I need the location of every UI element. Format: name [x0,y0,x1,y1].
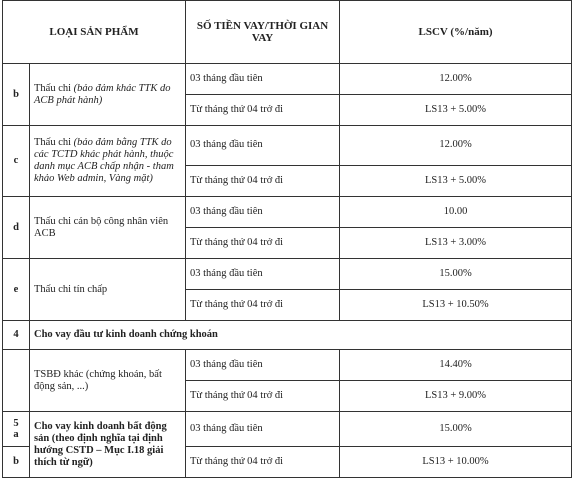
table-row [3,412,572,447]
rate-cell: LS13 + 3.00% [340,228,572,259]
term-cell: Từ tháng thứ 04 trở đi [186,381,340,412]
section-index: 4 [3,321,30,350]
table-row [3,350,572,381]
rate-cell: 14.40% [340,350,572,381]
product-cell: Thấu chi cán bộ công nhân viên ACB [30,197,186,259]
interest-rate-table [2,0,572,478]
header-term: SỐ TIỀN VAY/THỜI GIAN VAY [186,1,340,64]
term-cell: 03 tháng đầu tiên [186,350,340,381]
product-name: Thấu chi [34,137,72,148]
product-cell: Thấu chi tín chấp [30,259,186,321]
rate-cell: LS13 + 10.50% [340,290,572,321]
term-cell: 03 tháng đầu tiên [186,412,340,447]
row-index: d [3,197,30,259]
term-cell: 03 tháng đầu tiên [186,64,340,95]
term-cell: Từ tháng thứ 04 trở đi [186,95,340,126]
term-cell: Từ tháng thứ 04 trở đi [186,228,340,259]
rate-cell: LS13 + 5.00% [340,165,572,196]
row-index: b [3,64,30,126]
header-product: LOẠI SẢN PHẨM [3,1,186,64]
rate-cell: 15.00% [340,412,572,447]
term-cell: 03 tháng đầu tiên [186,126,340,166]
product-cell: Cho vay kinh doanh bất động sản (theo định nghĩa tại định hướng CSTD – Mục I.18 giải thích từ ngữ) [30,412,186,478]
table-row [3,259,572,290]
rate-cell: 12.00% [340,64,572,95]
product-name: Thấu chi [34,82,72,94]
rate-cell: 15.00% [340,259,572,290]
rate-cell: 12.00% [340,126,572,166]
row-index: e [3,259,30,321]
row-index: c [3,126,30,197]
rate-cell: 10.00 [340,197,572,228]
product-note: (bảo đảm bằng TTK do các TCTD khác phát hành, thuộc danh mục ACB chấp nhận - tham khảo Web admin, Vàng mặt) [34,137,174,184]
row-index: b [3,447,30,478]
term-cell: 03 tháng đầu tiên [186,259,340,290]
term-cell: Từ tháng thứ 04 trở đi [186,447,340,478]
product-note: (bảo đảm khác TTK do ACB phát hành) [34,82,171,106]
product-cell [30,126,186,197]
section-title: Cho vay đầu tư kinh doanh chứng khoán [30,321,572,350]
product-cell [30,64,186,126]
row-index-letter: a [13,429,19,440]
table-row [3,126,572,166]
term-cell: Từ tháng thứ 04 trở đi [186,165,340,196]
table-row [3,197,572,228]
rate-cell: LS13 + 9.00% [340,381,572,412]
row-index [3,350,30,412]
rate-cell: LS13 + 5.00% [340,95,572,126]
section-row [3,321,572,350]
term-cell: 03 tháng đầu tiên [186,197,340,228]
header-rate: LSCV (%/năm) [340,1,572,64]
product-cell: TSBĐ khác (chứng khoán, bất động sản, ...) [30,350,186,412]
table-row [3,64,572,95]
header-row [3,1,572,64]
rate-cell: LS13 + 10.00% [340,447,572,478]
row-index [3,412,30,447]
section-index: 5 [13,418,19,429]
term-cell: Từ tháng thứ 04 trở đi [186,290,340,321]
